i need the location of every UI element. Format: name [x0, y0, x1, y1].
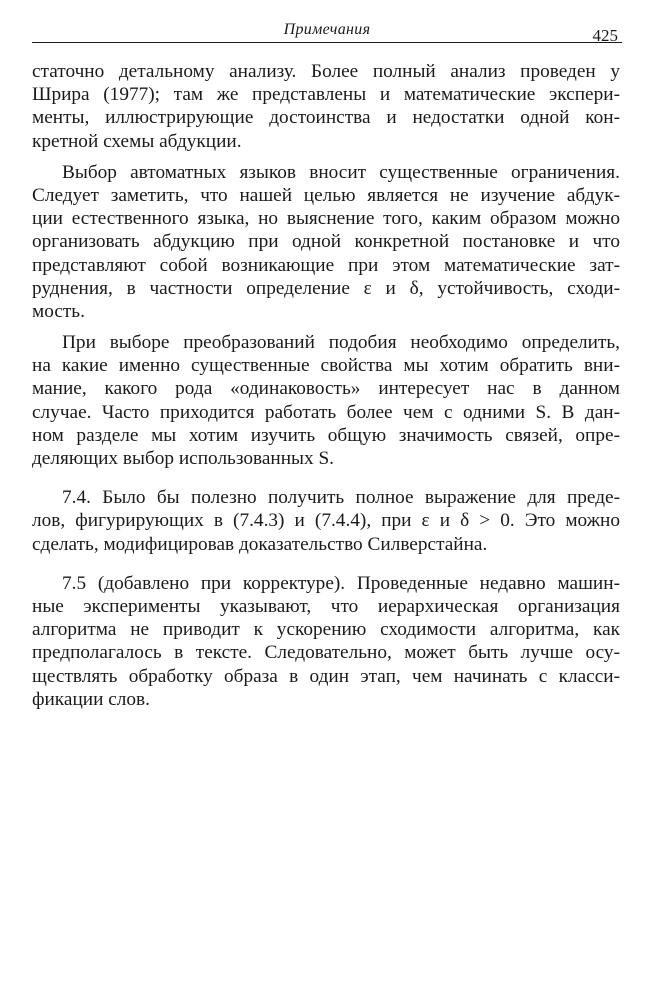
text-line: фикации слов.	[32, 688, 150, 710]
text-line: 7.4. Было бы полезно получить полное выражение для преде-	[62, 487, 620, 509]
text-line: мость.	[32, 300, 85, 322]
note-7-5	[32, 572, 620, 711]
text-line: 7.5 (добавлено при корректуре). Проведенные недавно машин-	[62, 572, 620, 594]
paragraph-automata-languages	[32, 161, 620, 323]
text-line: на какие именно существенные свойства мы хотим обратить вни-	[32, 355, 620, 377]
text-line: кретной схемы абдукции.	[32, 130, 242, 152]
running-title: Примечания	[283, 21, 371, 38]
text-line: Выбор автоматных языков вносит существенные ограничения.	[62, 161, 620, 183]
paragraph-abduction-analysis	[32, 60, 620, 153]
text-line: алгоритма не приводит к ускорению сходимости алгоритма, как	[32, 619, 620, 641]
text-line: мание, какого рода «одинаковость» интересует нас в данном	[32, 378, 620, 400]
text-line: лов, фигурирующих в (7.4.3) и (7.4.4), при ε и δ > 0. Это можно	[32, 510, 620, 532]
page-number: 425	[592, 26, 618, 45]
text-line: Шрира (1977); там же представлены и математические экспери-	[32, 84, 620, 106]
text-line: представляют собой возникающие при этом математические зат-	[32, 254, 620, 276]
text-line: При выборе преобразований подобия необходимо определить,	[62, 332, 620, 354]
text-line: сделать, модифицировав доказательство Силверстайна.	[32, 533, 488, 555]
paragraph-similarity-transforms	[32, 331, 620, 470]
text-line: случае. Часто приходится работать более чем с одними S. В дан-	[32, 401, 620, 423]
page-body	[32, 60, 620, 719]
text-line: руднения, в частности определение ε и δ, устойчивость, сходи-	[32, 277, 620, 299]
text-line: организовать абдукцию при одной конкретной постановке и что	[32, 231, 620, 253]
text-line: ные эксперименты указывают, что иерархическая организация	[32, 595, 620, 617]
running-header	[32, 20, 622, 43]
text-line: ном разделе мы хотим изучить общую значимость связей, опре-	[32, 424, 620, 446]
text-line: предполагалось в тексте. Следовательно, может быть лучше осу-	[32, 642, 620, 664]
text-line: деляющих выбор использованных S.	[32, 448, 335, 469]
text-line: ции естественного языка, но выяснение того, каким образом можно	[32, 208, 620, 230]
text-line: Следует заметить, что нашей целью является не изучение абдук-	[32, 184, 620, 206]
text-line: менты, иллюстрирующие достоинства и недостатки одной кон-	[32, 107, 620, 129]
text-line: статочно детальному анализу. Более полный анализ проведен у	[32, 61, 620, 82]
text-line: ществлять обработку образа в один этап, чем начинать с класси-	[32, 665, 620, 687]
note-7-4	[32, 486, 620, 556]
